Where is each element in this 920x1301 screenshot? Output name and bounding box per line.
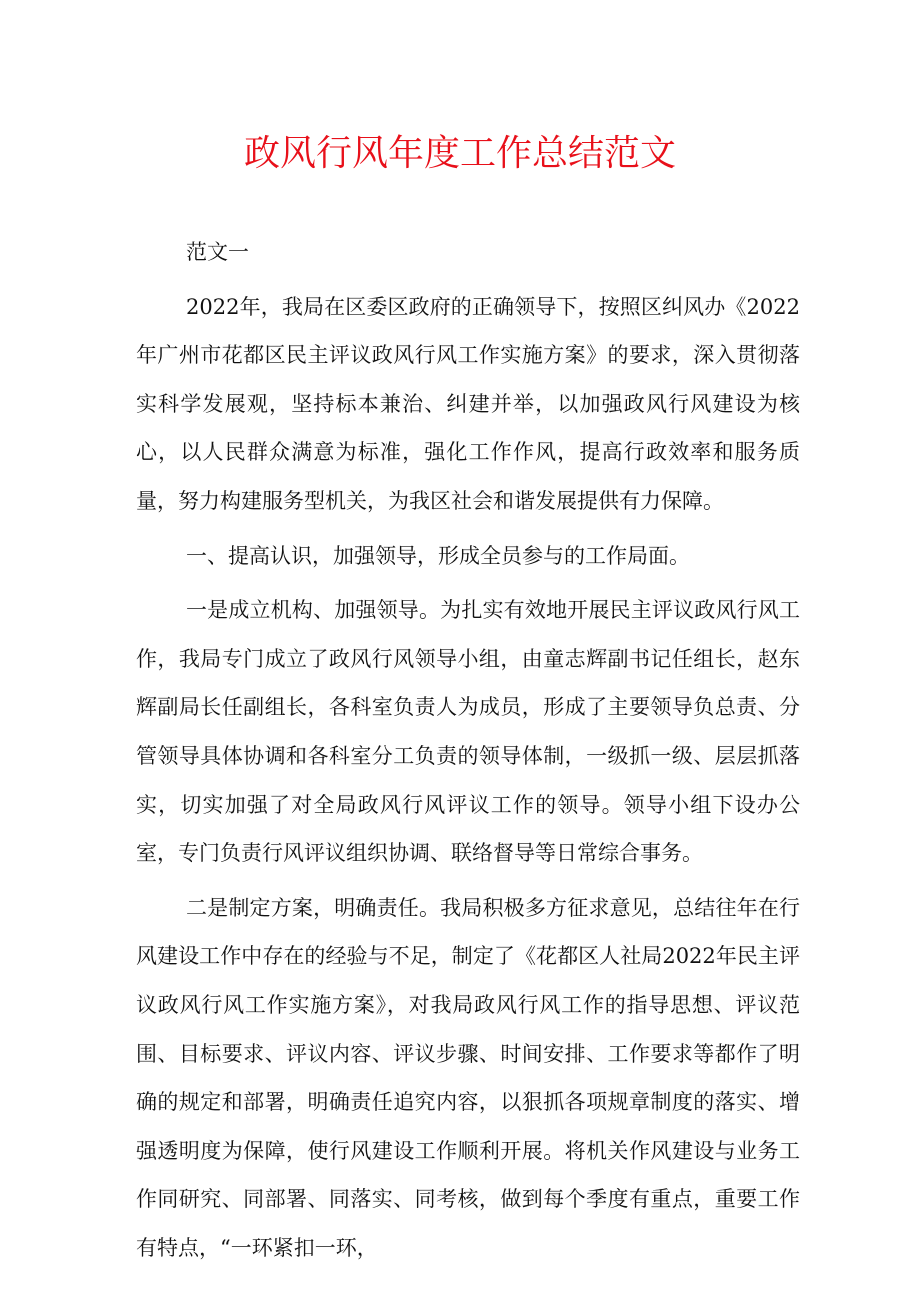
paragraph-intro: 2022年，我局在区委区政府的正确领导下，按照区纠风办《2022年广州市花都区民主评议政风行风工作实施方案》的要求，深入贯彻落实科学发展观，坚持标本兼治、纠建并举，以加强政风行风建设为核心，以人民群众满意为标准，强化工作作风，提高行政效率和服务质量，努力构建服务型机关，为我区社会和谐发展提供有力保障。 xyxy=(136,294,800,513)
document-title: 政风行风年度工作总结范文 xyxy=(243,133,676,174)
paragraph-point-two: 二是制定方案，明确责任。我局积极多方征求意见，总结往年在行风建设工作中存在的经验与不足，制定了《花都区人社局2022年民主评议政风行风工作实施方案》，对我局政风行风工作的指导思想、评议范围、目标要求、评议内容、评议步骤、时间安排、工作要求等都作了明确的规定和部署，明确责任追究内容，以狠抓各项规章制度的落实、增强透明度为保障，使行风建设工作顺利开展。将机关作风建设与业务工作同研究、同部署、同落实、同考核，做到每个季度有重点，重要工作有特点，“一环紧扣一环， xyxy=(136,895,800,1260)
paragraph-heading-one: 一、提高认识，加强领导，形成全员参与的工作局面。 xyxy=(186,543,690,568)
paragraph-section-label: 范文一 xyxy=(186,240,249,264)
document-body xyxy=(136,228,800,1272)
paragraph-point-one: 一是成立机构、加强领导。为扎实有效地开展民主评议政风行风工作，我局专门成立了政风行风领导小组，由童志辉副书记任组长，赵东辉副局长任副组长，各科室负责人为成员，形成了主要领导负总责、分管领导具体协调和各科室分工负责的领导体制，一级抓一级、层层抓落实，切实加强了对全局政风行风评议工作的领导。领导小组下设办公室，专门负责行风评议组织协调、联络督导等日常综合事务。 xyxy=(136,598,800,866)
